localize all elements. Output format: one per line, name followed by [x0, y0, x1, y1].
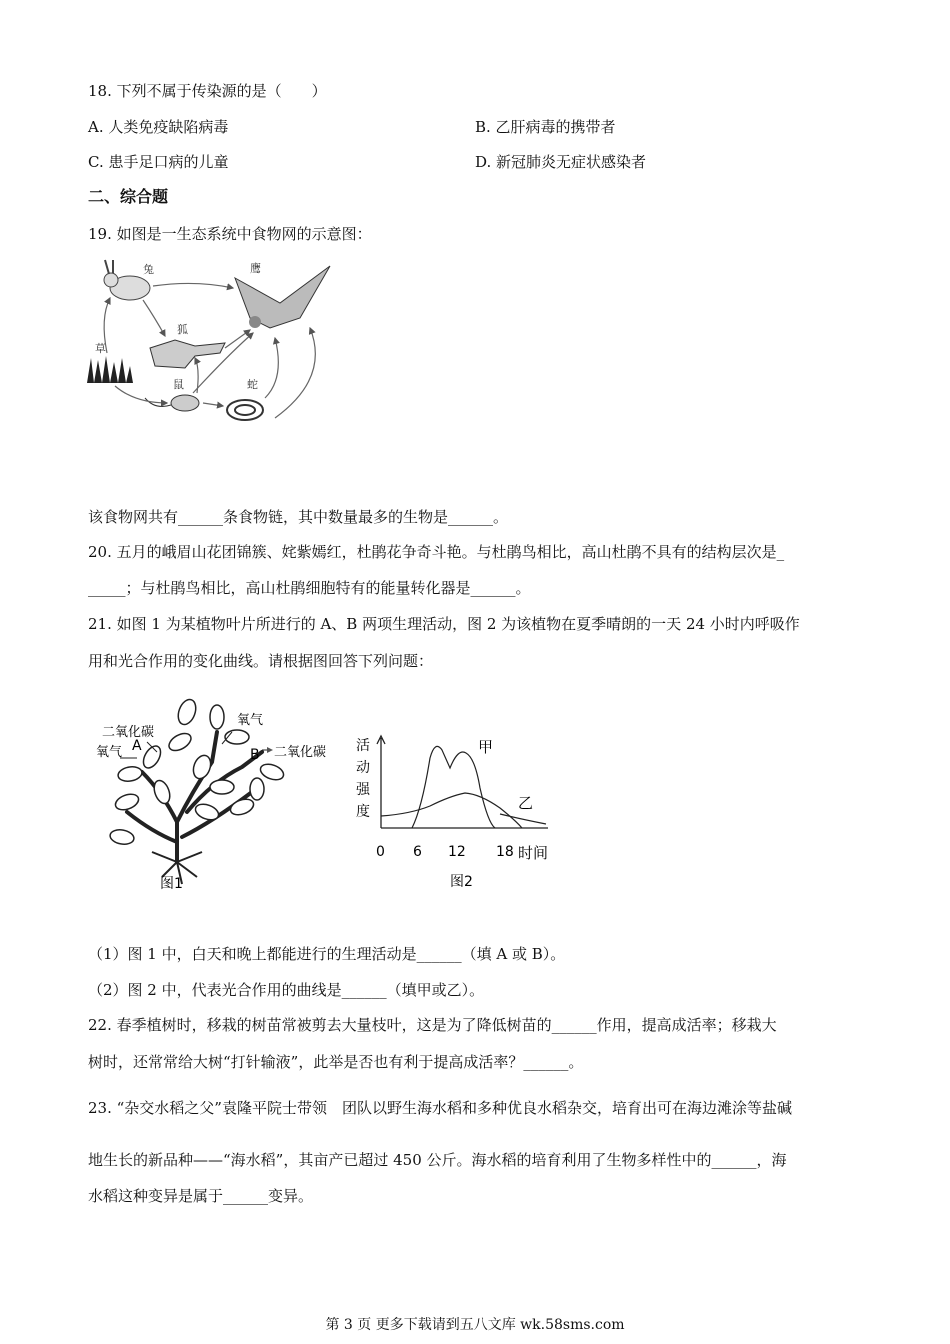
q19-question: 该食物网共有______条食物链，其中数量最多的生物是______。	[88, 508, 509, 526]
page-footer: 第 3 页 更多下载请到五八文库 wk.58sms.com	[325, 1317, 625, 1333]
y-label-2: 动	[356, 760, 370, 776]
figure-1-caption: 图1	[160, 876, 183, 892]
q21-line1: 21. 如图 1 为某植物叶片所进行的 A、B 两项生理活动，图 2 为该植物在夏季晴朗的一天 24 小时内呼吸作	[88, 615, 800, 633]
tick-0: 0	[376, 844, 385, 860]
q23-line1: 23. “杂交水稻之父”袁隆平院士带领 团队以野生海水稻和多种优良水稻杂交，培育出可在海边滩涂等盐碱	[88, 1099, 792, 1117]
y-label-1: 活	[356, 738, 370, 754]
label-a: A	[132, 738, 142, 754]
q22-line2: 树时，还常常给大树“打针输液”，此举是否也有利于提高成活率？______。	[88, 1053, 584, 1071]
q18-option-b: B. 乙肝病毒的携带者	[475, 118, 616, 136]
q19-stem: 19. 如图是一生态系统中食物网的示意图：	[88, 225, 372, 243]
label-o2-right: 氧气	[237, 713, 264, 728]
label-yi: 乙	[518, 794, 534, 812]
label-jia: 甲	[478, 738, 494, 756]
section-title: 二、综合题	[88, 187, 169, 206]
label-b: B	[250, 747, 260, 763]
label-snake: 蛇	[247, 378, 258, 391]
fox-icon	[150, 340, 225, 368]
y-label-3: 强	[356, 782, 370, 798]
q21-line2: 用和光合作用的变化曲线。请根据图回答下列问题：	[88, 652, 434, 670]
label-fox: 狐	[177, 323, 188, 336]
label-co2-left: 二氧化碳	[102, 725, 155, 740]
y-axis	[377, 736, 385, 828]
q21-sub2: （2）图 2 中，代表光合作用的曲线是______（填甲或乙）。	[88, 981, 485, 999]
q18-option-a: A. 人类免疫缺陷病毒	[88, 118, 229, 136]
grass-icon	[87, 356, 133, 383]
q22-line1: 22. 春季植树时，移栽的树苗常被剪去大量枝叶，这是为了降低树苗的______作用，提高成活率；移栽大	[88, 1016, 777, 1034]
tick-18: 18	[496, 844, 514, 860]
food-web-figure	[85, 258, 340, 428]
figure-2-chart	[350, 728, 560, 893]
eagle-icon	[235, 266, 330, 328]
label-co2-right: 二氧化碳	[274, 745, 327, 760]
q23-line2: 地生长的新品种——“海水稻”，其亩产已超过 450 公斤。海水稻的培育利用了生物多样性中的______，海	[88, 1151, 787, 1169]
mouse-icon	[145, 395, 199, 411]
y-label-4: 度	[356, 804, 370, 820]
label-rabbit: 兔	[143, 263, 154, 276]
q18-stem: 18. 下列不属于传染源的是（ ）	[88, 82, 327, 100]
label-eagle: 鹰	[250, 262, 261, 275]
curve-yi	[381, 793, 522, 828]
label-grass: 草	[95, 342, 106, 355]
label-mouse: 鼠	[173, 378, 184, 391]
label-o2-left: 氧气	[96, 745, 123, 760]
x-axis-label: 时间	[518, 844, 549, 862]
q20-line2: _____；与杜鹃鸟相比，高山杜鹃细胞特有的能量转化器是______。	[88, 579, 531, 597]
q20-line1: 20. 五月的峨眉山花团锦簇、姹紫嫣红，杜鹃花争奇斗艳。与杜鹃鸟相比，高山杜鹃不具有的结构层次是_	[88, 543, 785, 561]
figure-1-plant	[92, 692, 342, 892]
q23-line3: 水稻这种变异是属于______变异。	[88, 1187, 314, 1205]
q18-option-d: D. 新冠肺炎无症状感染者	[475, 153, 647, 171]
q18-option-c: C. 患手足口病的儿童	[88, 153, 229, 171]
figure-2-caption: 图2	[450, 874, 473, 890]
snake-icon	[227, 400, 263, 420]
tick-6: 6	[413, 844, 422, 860]
curve-baseline	[500, 814, 546, 824]
tick-12: 12	[448, 844, 466, 860]
q21-sub1: （1）图 1 中，白天和晚上都能进行的生理活动是______（填 A 或 B）。	[88, 945, 566, 963]
curve-jia	[412, 746, 495, 828]
